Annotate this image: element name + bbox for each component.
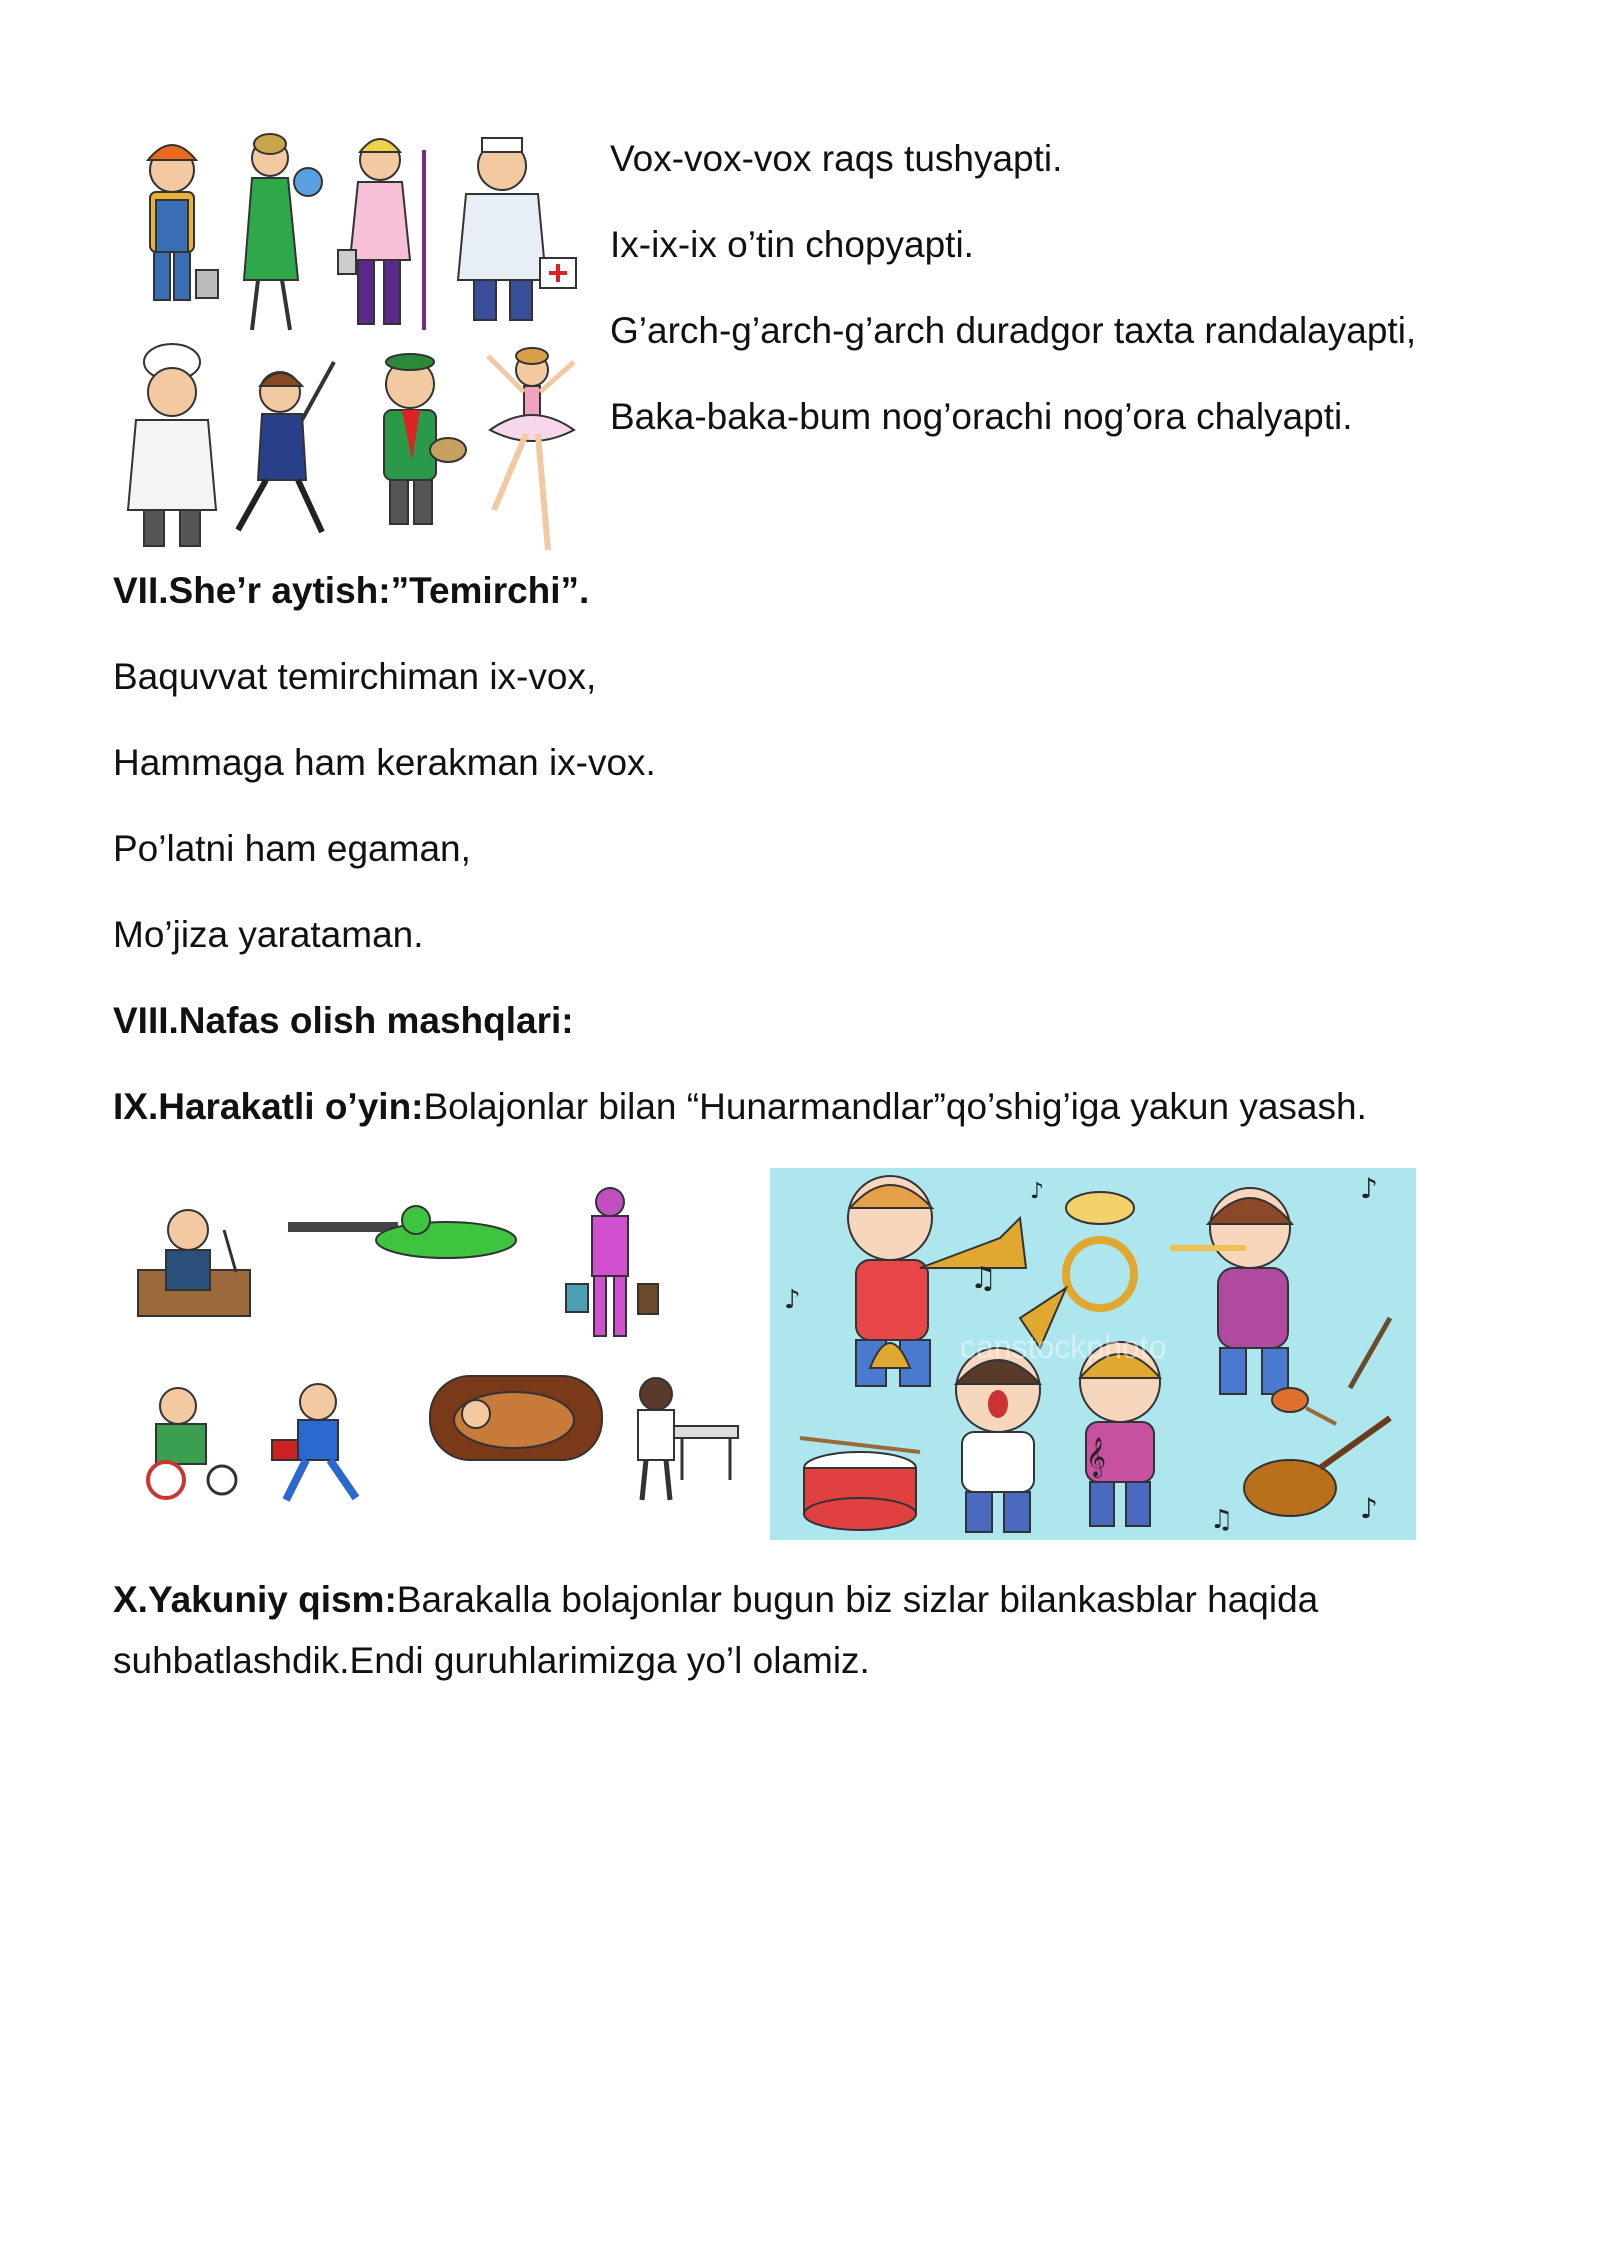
- intro-line-1: Vox-vox-vox raqs tushyapti.: [610, 138, 1063, 179]
- poem-line-1: Baquvvat temirchiman ix-vox,: [113, 656, 597, 697]
- miner-figure: [430, 1376, 602, 1460]
- speaker-figure: [138, 1210, 250, 1316]
- svg-text:♪: ♪: [1360, 1492, 1378, 1525]
- professions-illustration: [112, 130, 590, 560]
- courier-figure: [148, 1388, 236, 1498]
- svg-text:♪: ♪: [784, 1285, 801, 1315]
- section-7-heading: VII.She’r aytish:”Temirchi”.: [113, 570, 590, 611]
- messenger-figure: [272, 1384, 356, 1500]
- section-10-paragraph: [113, 1569, 1473, 1691]
- artist-figure: [384, 354, 466, 524]
- cleaner-figure: [338, 139, 424, 330]
- section-9-heading: IX.Harakatli o’yin:: [113, 1086, 424, 1127]
- poem-line-2: Hammaga ham kerakman ix-vox.: [113, 742, 656, 783]
- svg-text:♪: ♪: [1030, 1179, 1045, 1204]
- poem-line-4: Mo’jiza yarataman.: [113, 914, 424, 955]
- section-9-text: Bolajonlar bilan “Hunarmandlar”qo’shig’iga yakun yasash.: [423, 1086, 1367, 1127]
- porter-figure: [566, 1188, 658, 1336]
- worker-figure: [148, 145, 218, 300]
- intro-line-4: Baka-baka-bum nog’orachi nog’ora chalyapti.: [610, 396, 1353, 437]
- svg-text:♪: ♪: [1360, 1172, 1378, 1205]
- svg-text:♫: ♫: [970, 1261, 997, 1296]
- section-10-text: Barakalla bolajonlar bugun biz sizlar bilankasblar haqida suhbatlashdik.Endi guruhlarimizga yo’l olamiz.: [113, 1579, 1319, 1681]
- intro-line-2: Ix-ix-ix o’tin chopyapti.: [610, 224, 974, 265]
- carpenter-figure: [638, 1378, 738, 1500]
- svg-text:♫: ♫: [1210, 1505, 1234, 1535]
- professions-small-illustration: [126, 1180, 760, 1550]
- watermark-text: canstockphoto: [960, 1329, 1167, 1365]
- doctor-figure: [458, 138, 576, 320]
- music-kids-illustration: [770, 1168, 1416, 1540]
- soldier-figure: [288, 1206, 516, 1258]
- ballerina-figure: [488, 348, 574, 550]
- teacher-figure: [244, 134, 322, 330]
- svg-text:𝄞: 𝄞: [1086, 1437, 1107, 1477]
- hairdresser-figure: [238, 362, 334, 532]
- chef-figure: [128, 344, 216, 546]
- tambourine-icon: [1066, 1192, 1134, 1224]
- section-10-heading: X.Yakuniy qism:: [113, 1579, 397, 1620]
- section-8-heading: VIII.Nafas olish mashqlari:: [113, 1000, 574, 1041]
- section-9-paragraph: [113, 1084, 1367, 1130]
- poem-line-3: Po’latni ham egaman,: [113, 828, 471, 869]
- intro-line-3: G’arch-g’arch-g’arch duradgor taxta randalayapti,: [610, 310, 1417, 351]
